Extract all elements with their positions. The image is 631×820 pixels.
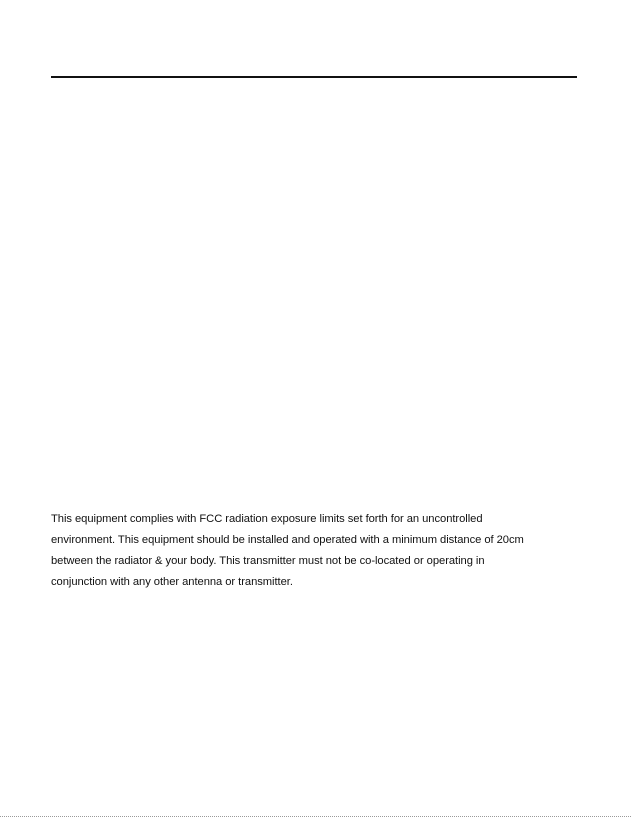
statement-line-3: between the radiator & your body. This transmitter must not be co-located or operating in xyxy=(51,555,485,567)
header-divider xyxy=(51,76,577,78)
statement-line-2: environment. This equipment should be installed and operated with a minimum distance of 20cm xyxy=(51,534,524,546)
fcc-exposure-statement xyxy=(51,509,581,593)
statement-line-1: This equipment complies with FCC radiation exposure limits set forth for an uncontrolled xyxy=(51,513,483,525)
statement-line-4: conjunction with any other antenna or transmitter. xyxy=(51,576,293,588)
page-bottom-edge xyxy=(0,816,631,817)
